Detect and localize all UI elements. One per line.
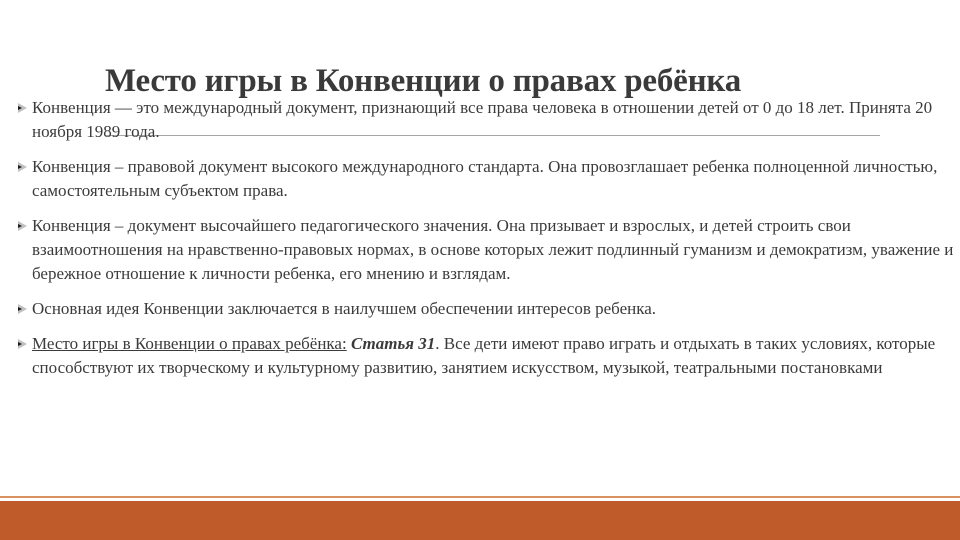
bullet-text: . Все дети имеют право играть и отдыхать в таких условиях, которые способствуют их творческому и культурному развитию, занятием искусством, музыкой, театральными постановками xyxy=(32,334,936,377)
arrow-bullet-icon xyxy=(18,339,27,349)
article-number: Статья 31 xyxy=(350,334,436,353)
bullet-text: Основная идея Конвенции заключается в наилучшем обеспечении интересов ребенка. xyxy=(32,299,657,318)
slide-title: Место игры в Конвенции о правах ребёнка xyxy=(105,63,742,99)
bullet-text: Конвенция – документ высочайшего педагогического значения. Она призывает и взрослых, и детей строить свои взаимоотношения на нравственно-правовых нормах, в основе которых лежит подлинный гуманизм и демократизм, уважение и бережное отношение к личности ребенка, его мнению и взглядам. xyxy=(32,216,954,283)
article-link[interactable]: Место игры в Конвенции о правах ребёнка: xyxy=(32,334,347,353)
bullet-item xyxy=(18,155,958,203)
bullet-item xyxy=(18,214,958,286)
footer-accent-band xyxy=(0,501,960,540)
bullet-text: Конвенция — это международный документ, признающий все права человека в отношении детей от 0 до 18 лет. Принята 20 ноября 1989 года. xyxy=(32,98,933,141)
bullet-item xyxy=(18,297,958,321)
footer-accent-line xyxy=(0,496,960,498)
arrow-bullet-icon xyxy=(18,103,27,113)
arrow-bullet-icon xyxy=(18,162,27,172)
arrow-bullet-icon xyxy=(18,304,27,314)
bullet-item xyxy=(18,96,958,144)
arrow-bullet-icon xyxy=(18,221,27,231)
bullet-item xyxy=(18,332,958,380)
bullet-list xyxy=(18,96,958,391)
bullet-text: Конвенция – правовой документ высокого международного стандарта. Она провозглашает ребенка полноценной личностью, самостоятельным субъектом права. xyxy=(32,157,938,200)
